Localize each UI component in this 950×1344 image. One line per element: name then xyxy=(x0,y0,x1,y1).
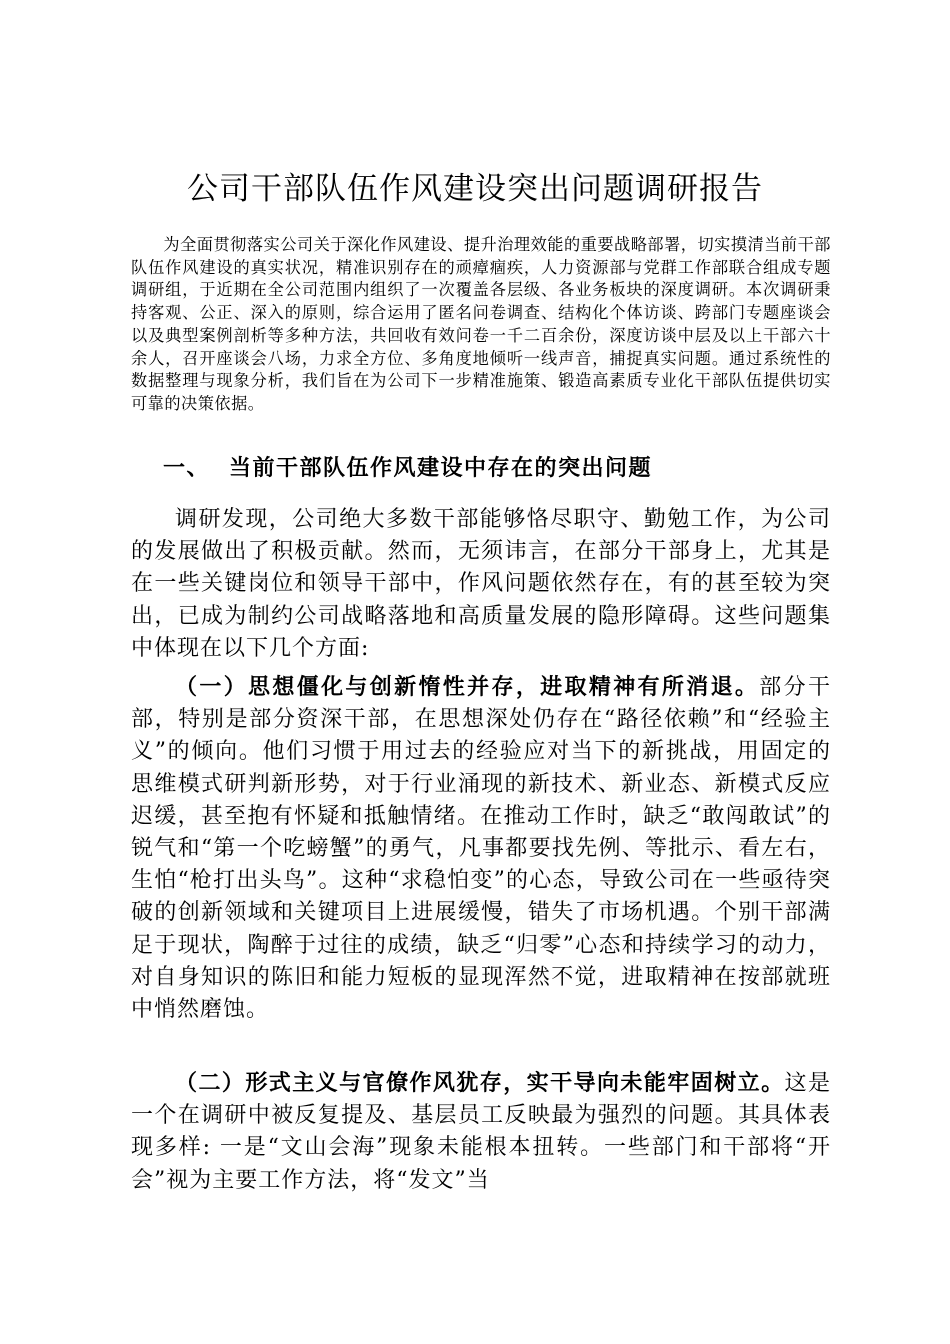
section-heading-text: 当前干部队伍作风建设中存在的突出问题 xyxy=(229,456,653,481)
issue-1-lead: （一）思想僵化与创新惰性并存，进取精神有所消退。 xyxy=(175,675,760,700)
section-heading xyxy=(163,450,652,488)
document-title: 公司干部队伍作风建设突出问题调研报告 xyxy=(187,171,763,207)
issue-2-lead: （二）形式主义与官僚作风犹存，实干导向未能牢固树立。 xyxy=(175,1071,785,1096)
issue-paragraph-2 xyxy=(131,1068,831,1197)
issue-2-text: 这是一个在调研中被反复提及、基层员工反映最为强烈的问题。其具体表现多样: 一是“文山会海”现象未能根本扭转。一些部门和干部将“开会”视为主要工作方法，将“发文”当 xyxy=(131,1071,831,1193)
section-number: 一、 xyxy=(163,456,211,481)
issue-paragraph-1 xyxy=(131,672,831,1026)
issue-1-text: 部分干部，特别是部分资深干部，在思想深处仍存在“路径依赖”和“经验主义”的倾向。他们习惯于用过去的经验应对当下的新挑战，用固定的思维模式研判新形势，对于行业涌现的新技术、新业态、新模式反应迟缓，甚至抱有怀疑和抵触情绪。在推动工作时，缺乏“敢闯敢试”的锐气和“第一个吃螃蟹”的勇气，凡事都要找先例、等批示、看左右，生怕“枪打出头鸟”。这种“求稳怕变”的心态，导致公司在一些亟待突破的创新领域和关键项目上进展缓慢，错失了市场机遇。个别干部满足于现状，陶醉于过往的成绩，缺乏“归零”心态和持续学习的动力，对自身知识的陈旧和能力短板的显现浑然不觉，进取精神在按部就班中悄然磨蚀。 xyxy=(131,675,831,1023)
section-intro-paragraph: 调研发现，公司绝大多数干部能够恪尽职守、勤勉工作，为公司的发展做出了积极贡献。然而，无须讳言，在部分干部身上，尤其是在一些关键岗位和领导干部中，作风问题依然存在，有的甚至较为突出，已成为制约公司战略落地和高质量发展的隐形障碍。这些问题集中体现在以下几个方面: xyxy=(131,507,831,661)
intro-paragraph: 为全面贯彻落实公司关于深化作风建设、提升治理效能的重要战略部署，切实摸清当前干部队伍作风建设的真实状况，精准识别存在的顽瘴痼疾，人力资源部与党群工作部联合组成专题调研组，于近期在全公司范围内组织了一次覆盖各层级、各业务板块的深度调研。本次调研秉持客观、公正、深入的原则，综合运用了匿名问卷调查、结构化个体访谈、跨部门专题座谈会以及典型案例剖析等多种方法，共回收有效问卷一千二百余份，深度访谈中层及以上干部六十余人，召开座谈会八场，力求全方位、多角度地倾听一线声音，捕捉真实问题。通过系统性的数据整理与现象分析，我们旨在为公司下一步精准施策、锻造高素质专业化干部队伍提供切实可靠的决策依据。 xyxy=(131,235,831,413)
